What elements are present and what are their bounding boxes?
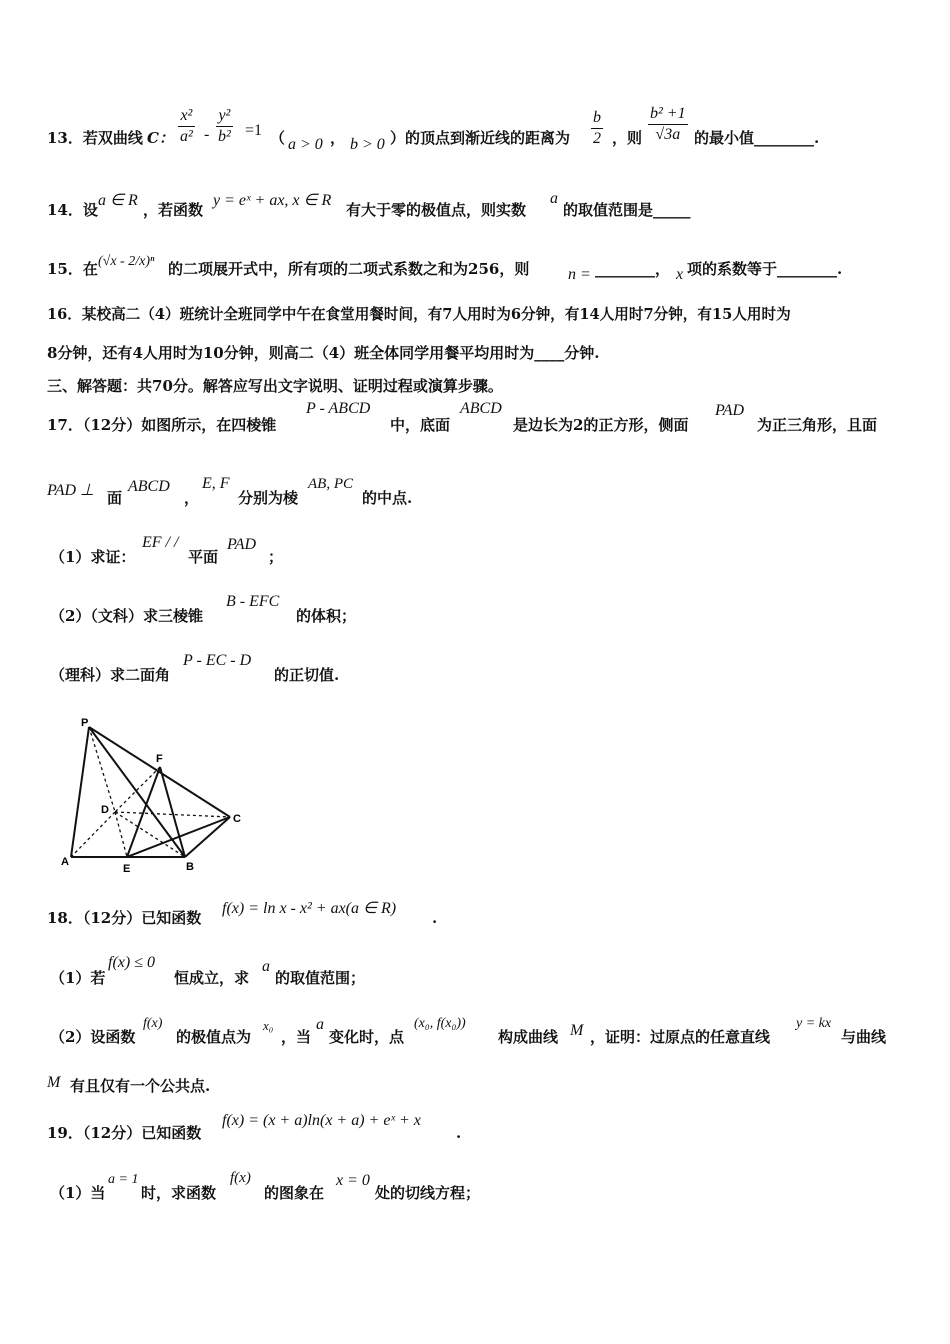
q15-x-var: x: [676, 266, 684, 283]
q18-p2-mid4: 构成曲线: [498, 1028, 559, 1046]
q19-p1-fx: f(x): [230, 1170, 251, 1186]
q13-c-label: C：: [147, 129, 174, 147]
q15-blank1: ________，: [595, 260, 671, 278]
q18-p2-pt: (x₀, f(x₀)): [414, 1016, 466, 1031]
q16-line1: 16．某校高二（4）班统计全班同学中午在食堂用餐时间，有7人用时为6分钟，有14人用时7分钟，有15人用时为: [47, 306, 791, 323]
q18-p2-mid1: 的极值点为: [176, 1028, 252, 1046]
q18-p2-mid3: 变化时，点: [329, 1028, 405, 1046]
q19-p1-prefix: （1）当: [50, 1184, 106, 1202]
label-A: A: [61, 856, 69, 868]
q14-tail: 的取值范围是_____: [563, 201, 691, 219]
q18-p1-var: a: [262, 958, 270, 975]
q17-edges: AB, PC: [308, 476, 353, 492]
edge-DA: [71, 812, 115, 857]
label-C: C: [233, 813, 241, 825]
q17-p1-expr: EF / /: [142, 534, 179, 551]
q14-func: y = eˣ + ax, x ∈ R: [213, 192, 332, 209]
edge-BC: [185, 817, 230, 857]
q17-tail1: 为正三角形，且面: [757, 416, 878, 434]
q17-mid1: 中，底面: [390, 416, 451, 434]
q17-tail2: 的中点.: [362, 489, 413, 507]
label-E: E: [123, 863, 131, 875]
q17-p3-tail: 的正切值.: [274, 666, 340, 684]
q15-tail: 项的系数等于________.: [687, 260, 843, 278]
q19-tail: .: [456, 1124, 462, 1142]
q13-then: ，则: [612, 129, 643, 147]
q13-prefix: 13．若双曲线: [47, 129, 143, 147]
q18-prefix: 18．（12分）已知函数: [47, 909, 202, 927]
q18-p1-prefix: （1）若: [50, 969, 106, 987]
q14-cond: a ∈ R: [98, 192, 138, 209]
q16-line2: 8分钟，还有4人用时为10分钟，则高二（4）班全体同学用餐平均用时为____分钟.: [47, 344, 600, 362]
q13-comma: ，: [330, 129, 346, 147]
q18-p2-line: y = kx: [796, 1016, 832, 1031]
q13-frac2: y² b²: [218, 107, 231, 145]
q18-p2-M2: M: [47, 1074, 61, 1091]
edge-EC: [127, 817, 230, 857]
q18-p2-M: M: [570, 1022, 584, 1039]
q17-p3-expr: P - EC - D: [183, 652, 252, 669]
q13-eq1: =1: [245, 122, 263, 139]
q17-p1-prefix: （1）求证：: [50, 548, 136, 566]
q17-mid3: 分别为棱: [238, 489, 299, 507]
q19-p1-mid: 时，求函数: [141, 1184, 217, 1202]
q17-p1-mid: 平面: [188, 548, 219, 566]
edge-FD: [115, 767, 160, 812]
edge-PD: [89, 727, 115, 812]
q19-func: f(x) = (x + a)ln(x + a) + eˣ + x: [222, 1112, 421, 1129]
q18-tail: .: [432, 909, 438, 927]
q14-var: a: [550, 190, 558, 207]
q18-p1-expr: f(x) ≤ 0: [108, 954, 155, 971]
label-P: P: [81, 717, 89, 729]
q17-comma: ，: [184, 489, 200, 507]
q15-expr: (√x - 2/x)ⁿ: [98, 254, 155, 269]
q17-side: PAD: [715, 402, 745, 419]
q17-perp: PAD ⊥: [47, 482, 94, 499]
q17-p3-prefix: （理科）求二面角: [50, 666, 171, 684]
label-D: D: [101, 804, 109, 816]
q17-p1-tail: ；: [268, 548, 284, 566]
q18-p2-prefix: （2）设函数: [50, 1028, 136, 1046]
q17-p1-plane: PAD: [227, 536, 257, 553]
q14-mid2: 有大于零的极值点，则实数: [346, 201, 527, 219]
q15-prefix: 15．在: [47, 260, 98, 278]
q18-p2-end: 有且仅有一个公共点.: [70, 1077, 211, 1095]
q17-mid2: 是边长为2的正方形，侧面: [513, 416, 689, 434]
q19-p1-tail: 处的切线方程；: [375, 1184, 481, 1202]
q15-mid: 的二项展开式中，所有项的二项式系数之和为256，则: [168, 260, 530, 278]
q18-p2-tail: 与曲线: [841, 1028, 887, 1046]
section-heading: 三、解答题：共70分。解答应写出文字说明、证明过程或演算步骤。: [47, 377, 503, 395]
q17-prefix: 17．（12分）如图所示，在四棱锥: [47, 416, 277, 434]
q14-mid: ，若函数: [143, 201, 204, 219]
q19-p1-x: x = 0: [336, 1172, 370, 1189]
q13-mid-text: ）的顶点到渐近线的距离为: [390, 129, 571, 147]
q18-p2-x0: x₀: [263, 1018, 274, 1033]
q18-p2-fx: f(x): [143, 1016, 163, 1031]
q13-cond-b: b > 0: [350, 136, 385, 153]
label-F: F: [156, 753, 163, 765]
q13-frac3: b 2: [593, 109, 601, 147]
q17-p2-prefix: （2）（文科）求三棱锥: [50, 607, 203, 625]
q17-p2-tail: 的体积；: [296, 607, 357, 625]
q18-p1-mid: 恒成立，求: [174, 969, 250, 987]
q19-p1-mid2: 的图象在: [264, 1184, 325, 1202]
q17-pyramid: P - ABCD: [306, 400, 371, 417]
q17-mian: 面: [107, 489, 123, 507]
q15-n-eq: n =: [568, 266, 591, 283]
q17-base2: ABCD: [128, 478, 170, 495]
q18-p2-a: a: [316, 1016, 324, 1033]
q13-minus: -: [204, 126, 210, 143]
q13-tail: 的最小值________.: [694, 129, 820, 147]
q13-frac4: b² +1 √3a: [650, 105, 686, 143]
q13-frac1: x² a²: [180, 107, 193, 145]
q18-p1-tail: 的取值范围；: [275, 969, 366, 987]
q13-paren: （: [270, 129, 286, 147]
q19-p1-cond: a = 1: [108, 1172, 139, 1187]
q19-prefix: 19．（12分）已知函数: [47, 1124, 202, 1142]
q17-p2-expr: B - EFC: [226, 593, 280, 610]
label-B: B: [186, 861, 194, 873]
q18-func: f(x) = ln x - x² + ax(a ∈ R): [222, 900, 397, 917]
pyramid-figure: [55, 712, 255, 877]
q18-p2-mid5: ，证明：过原点的任意直线: [590, 1028, 771, 1046]
edge-FE: [127, 767, 160, 857]
q17-base: ABCD: [460, 400, 502, 417]
q17-ef: E, F: [202, 475, 230, 492]
edge-PA: [71, 727, 89, 857]
q14-prefix: 14．设: [47, 201, 98, 219]
edge-PC: [89, 727, 230, 817]
q13-cond-a: a > 0: [288, 136, 323, 153]
q18-p2-mid2: ，当: [281, 1028, 312, 1046]
edge-PB: [89, 727, 185, 857]
